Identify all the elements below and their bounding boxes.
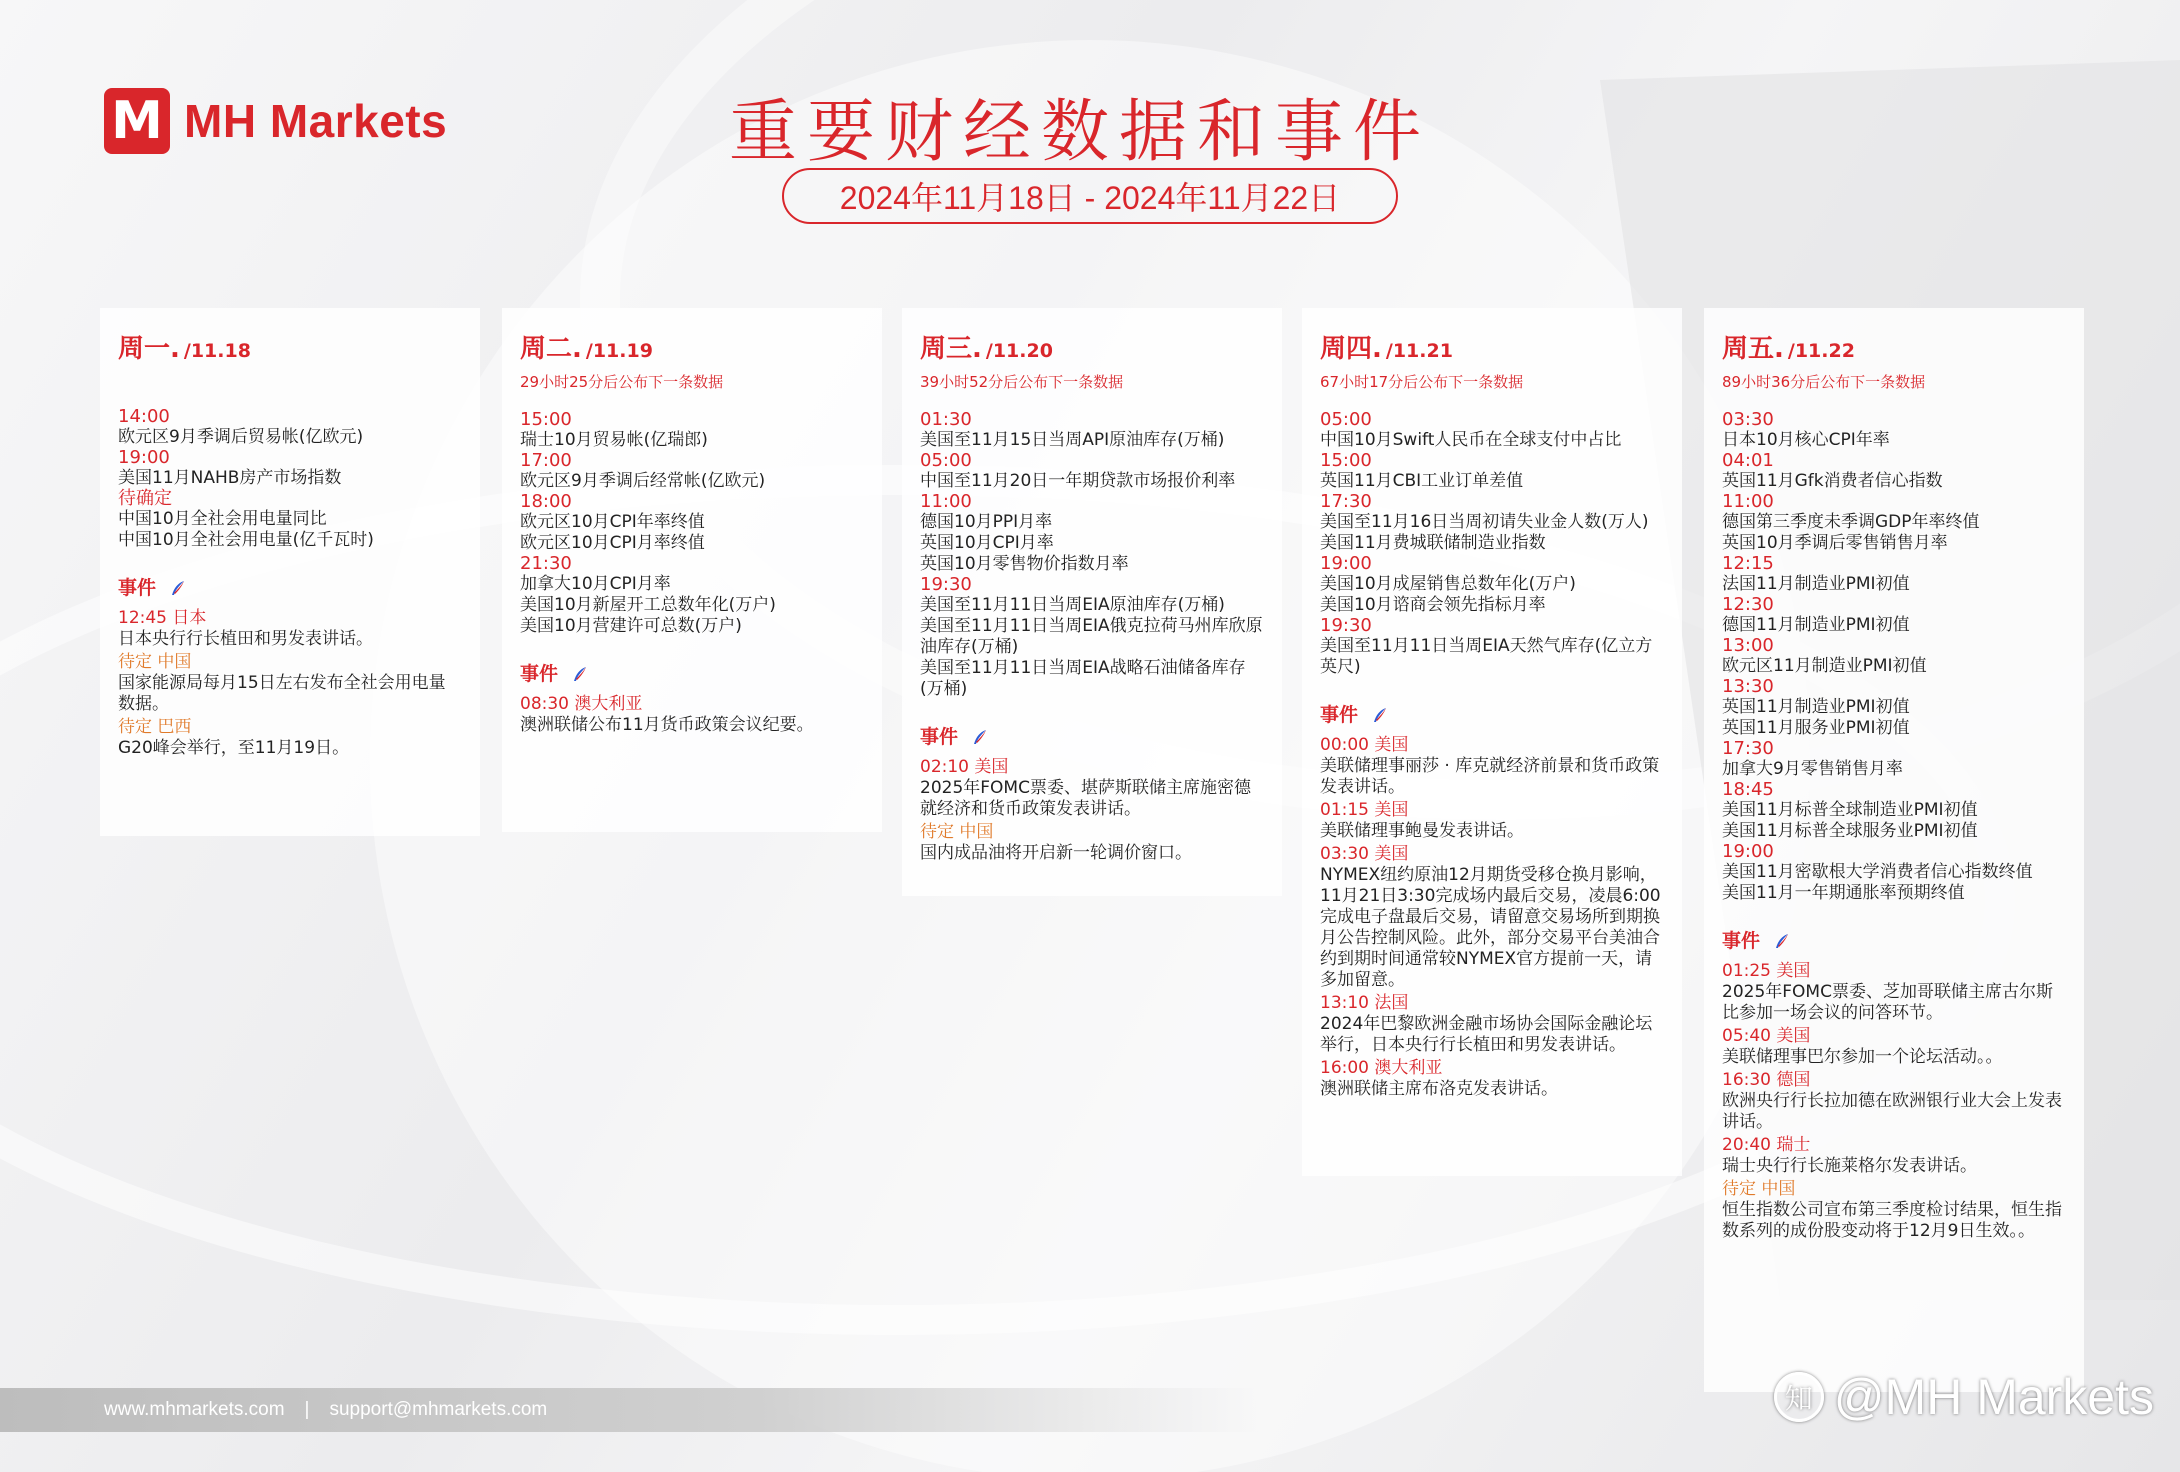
event-meta: 01:25 美国 — [1722, 961, 1811, 981]
day-column — [502, 308, 882, 832]
watermark-text: @MH Markets — [1833, 1369, 2154, 1425]
footer-website[interactable]: www.mhmarkets.com — [104, 1399, 285, 1420]
day-column — [1302, 308, 1682, 1176]
release-time: 18:45 — [1722, 779, 1774, 800]
data-item: 美国10月新屋开工总数年化(万户) — [520, 595, 776, 615]
footer-separator: | — [304, 1399, 310, 1420]
event-text: 美联储理事巴尔参加一个论坛活动。。 — [1722, 1047, 2003, 1067]
data-item: 美国10月成屋销售总数年化(万户) — [1320, 574, 1576, 594]
events-heading — [118, 573, 462, 600]
release-time: 19:00 — [1722, 841, 1774, 862]
event-text: 瑞士央行行长施莱格尔发表讲话。 — [1722, 1156, 1977, 1176]
data-item: 美国至11月11日当周EIA原油库存(万桶) — [920, 595, 1225, 615]
event-meta: 待定 中国 — [920, 822, 994, 842]
day-label: 周三. — [920, 334, 982, 364]
data-item: 中国10月全社会用电量(亿千瓦时) — [118, 530, 374, 550]
data-item: 日本10月核心CPI年率 — [1722, 430, 1890, 450]
feather-icon — [1372, 706, 1388, 722]
data-item: 英国11月制造业PMI初值 — [1722, 697, 1910, 717]
release-time: 11:00 — [1722, 491, 1774, 512]
release-time: 05:00 — [1320, 409, 1372, 430]
day-date: /11.22 — [1787, 340, 1855, 362]
event-meta: 20:40 瑞士 — [1722, 1135, 1811, 1155]
countdown-text: 29小时25分后公布下一条数据 — [520, 373, 724, 391]
events-label: 事件 — [1320, 704, 1359, 726]
release-time: 17:30 — [1722, 738, 1774, 759]
event-meta: 16:00 澳大利亚 — [1320, 1058, 1443, 1078]
day-heading — [118, 328, 462, 365]
data-item: 欧元区9月季调后贸易帐(亿欧元) — [118, 427, 364, 447]
release-time: 19:00 — [1320, 553, 1372, 574]
data-item: 欧元区9月季调后经常帐(亿欧元) — [520, 471, 766, 491]
event-meta: 00:00 美国 — [1320, 735, 1409, 755]
data-item: 中国10月Swift人民币在全球支付中占比 — [1320, 430, 1622, 450]
release-time: 待确定 — [118, 488, 172, 509]
data-item: 瑞士10月贸易帐(亿瑞郎) — [520, 430, 708, 450]
countdown-text: 67小时17分后公布下一条数据 — [1320, 373, 1524, 391]
release-time: 21:30 — [520, 553, 572, 574]
release-time: 13:30 — [1722, 676, 1774, 697]
zhihu-icon: 知 — [1774, 1372, 1824, 1422]
release-time: 14:00 — [118, 406, 170, 427]
event-text: 澳洲联储主席布洛克发表讲话。 — [1320, 1079, 1558, 1099]
release-time: 05:00 — [920, 450, 972, 471]
event-meta: 13:10 法国 — [1320, 993, 1409, 1013]
day-column — [100, 308, 480, 836]
events-heading — [1722, 926, 2066, 953]
event-text: 2025年FOMC票委、堪萨斯联储主席施密德就经济和货币政策发表讲话。 — [920, 778, 1251, 819]
release-time: 12:30 — [1722, 594, 1774, 615]
countdown-text: 89小时36分后公布下一条数据 — [1722, 373, 1926, 391]
event-text: 美联储理事鲍曼发表讲话。 — [1320, 821, 1524, 841]
event-meta: 05:40 美国 — [1722, 1026, 1811, 1046]
footer-email[interactable]: support@mhmarkets.com — [329, 1399, 548, 1420]
data-item: 美国11月一年期通胀率预期终值 — [1722, 883, 1965, 903]
day-heading — [520, 328, 864, 365]
release-time: 19:30 — [920, 574, 972, 595]
release-time: 03:30 — [1722, 409, 1774, 430]
release-time: 15:00 — [1320, 450, 1372, 471]
data-item: 英国10月季调后零售销售月率 — [1722, 533, 1948, 553]
events-heading — [920, 722, 1264, 749]
event-text: 欧洲央行行长拉加德在欧洲银行业大会上发表讲话。 — [1722, 1091, 2062, 1132]
data-item: 欧元区11月制造业PMI初值 — [1722, 656, 1927, 676]
data-item: 美国至11月11日当周EIA战略石油储备库存(万桶) — [920, 658, 1246, 699]
day-heading — [1320, 328, 1664, 365]
feather-icon — [1774, 932, 1790, 948]
event-meta: 待定 巴西 — [118, 717, 192, 737]
day-label: 周五. — [1722, 334, 1784, 364]
day-heading — [1722, 328, 2066, 365]
footer-bar — [0, 1388, 1260, 1432]
release-time: 19:30 — [1320, 615, 1372, 636]
day-heading — [920, 328, 1264, 365]
release-time: 18:00 — [520, 491, 572, 512]
event-text: NYMEX纽约原油12月期货受移仓换月影响，11月21日3:30完成场内最后交易，凌晨6:00完成电子盘最后交易，请留意交易场所到期换月公告控制风险。此外，部分交易平台美油合约到期时间通常较NYMEX官方提前一天，请多加留意。 — [1320, 865, 1661, 990]
data-item: 英国11月CBI工业订单差值 — [1320, 471, 1524, 491]
event-text: 国内成品油将开启新一轮调价窗口。 — [920, 843, 1192, 863]
countdown-text — [118, 371, 462, 389]
release-time: 01:30 — [920, 409, 972, 430]
release-time: 17:00 — [520, 450, 572, 471]
release-time: 12:15 — [1722, 553, 1774, 574]
event-meta: 02:10 美国 — [920, 757, 1009, 777]
event-meta: 03:30 美国 — [1320, 844, 1409, 864]
logo-mark-icon: M — [104, 88, 170, 154]
day-label: 周四. — [1320, 334, 1382, 364]
day-label: 周一. — [118, 334, 180, 364]
day-date: /11.18 — [183, 340, 251, 362]
event-meta: 16:30 德国 — [1722, 1070, 1811, 1090]
data-item: 美国11月费城联储制造业指数 — [1320, 533, 1546, 553]
events-heading — [520, 659, 864, 686]
data-item: 英国11月Gfk消费者信心指数 — [1722, 471, 1943, 491]
data-item: 加拿大10月CPI月率 — [520, 574, 671, 594]
event-text: 美联储理事丽莎 · 库克就经济前景和货币政策发表讲话。 — [1320, 756, 1660, 797]
data-item: 美国至11月11日当周EIA天然气库存(亿立方英尺) — [1320, 636, 1653, 677]
data-item: 美国11月标普全球服务业PMI初值 — [1722, 821, 1978, 841]
data-item: 英国10月CPI月率 — [920, 533, 1054, 553]
release-time: 11:00 — [920, 491, 972, 512]
event-text: 澳洲联储公布11月货币政策会议纪要。 — [520, 715, 814, 735]
data-item: 英国10月零售物价指数月率 — [920, 554, 1129, 574]
data-item: 欧元区10月CPI年率终值 — [520, 512, 705, 532]
release-time: 15:00 — [520, 409, 572, 430]
feather-icon — [170, 579, 186, 595]
event-text: 2024年巴黎欧洲金融市场协会国际金融论坛举行，日本央行行长植田和男发表讲话。 — [1320, 1014, 1653, 1055]
events-label: 事件 — [920, 726, 959, 748]
data-item: 德国10月PPI月率 — [920, 512, 1053, 532]
data-item: 美国至11月15日当周API原油库存(万桶) — [920, 430, 1225, 450]
day-label: 周二. — [520, 334, 582, 364]
event-meta: 待定 中国 — [118, 652, 192, 672]
event-text: 日本央行行长植田和男发表讲话。 — [118, 629, 373, 649]
page-title: 重要财经数据和事件 — [728, 93, 1431, 172]
event-text: 恒生指数公司宣布第三季度检讨结果，恒生指数系列的成份股变动将于12月9日生效。。 — [1722, 1200, 2062, 1241]
feather-icon — [972, 728, 988, 744]
event-meta: 待定 中国 — [1722, 1179, 1796, 1199]
event-meta: 01:15 美国 — [1320, 800, 1409, 820]
data-item: 欧元区10月CPI月率终值 — [520, 533, 705, 553]
watermark — [1774, 1368, 2154, 1426]
event-meta: 08:30 澳大利亚 — [520, 694, 643, 714]
data-item: 中国至11月20日一年期贷款市场报价利率 — [920, 471, 1236, 491]
data-item: 德国11月制造业PMI初值 — [1722, 615, 1910, 635]
countdown-text: 39小时52分后公布下一条数据 — [920, 373, 1124, 391]
data-item: 加拿大9月零售销售月率 — [1722, 759, 1903, 779]
data-item: 英国11月服务业PMI初值 — [1722, 718, 1910, 738]
day-date: /11.19 — [585, 340, 653, 362]
release-time: 04:01 — [1722, 450, 1774, 471]
data-item: 法国11月制造业PMI初值 — [1722, 574, 1910, 594]
data-item: 美国10月营建许可总数(万户) — [520, 616, 742, 636]
data-item: 德国第三季度未季调GDP年率终值 — [1722, 512, 1980, 532]
data-item: 美国10月谘商会领先指标月率 — [1320, 595, 1546, 615]
events-label: 事件 — [118, 577, 157, 599]
data-item: 美国至11月16日当周初请失业金人数(万人) — [1320, 512, 1649, 532]
events-label: 事件 — [520, 663, 559, 685]
brand-name: MH Markets — [184, 95, 448, 147]
events-label: 事件 — [1722, 930, 1761, 952]
release-time: 17:30 — [1320, 491, 1372, 512]
events-heading — [1320, 700, 1664, 727]
data-item: 美国11月标普全球制造业PMI初值 — [1722, 800, 1978, 820]
event-text: G20峰会举行，至11月19日。 — [118, 738, 350, 758]
day-column — [902, 308, 1282, 896]
day-date: /11.21 — [1385, 340, 1453, 362]
event-text: 2025年FOMC票委、芝加哥联储主席古尔斯比参加一场会议的问答环节。 — [1722, 982, 2053, 1023]
brand-logo — [104, 88, 447, 154]
event-meta: 12:45 日本 — [118, 608, 207, 628]
data-item: 美国11月密歇根大学消费者信心指数终值 — [1722, 862, 2033, 882]
release-time: 19:00 — [118, 447, 170, 468]
day-column — [1704, 308, 2084, 1392]
date-range-badge: 2024年11月18日 - 2024年11月22日 — [782, 168, 1398, 224]
feather-icon — [572, 665, 588, 681]
event-text: 国家能源局每月15日左右发布全社会用电量数据。 — [118, 673, 446, 714]
day-date: /11.20 — [985, 340, 1053, 362]
release-time: 13:00 — [1722, 635, 1774, 656]
data-item: 中国10月全社会用电量同比 — [118, 509, 327, 529]
data-item: 美国至11月11日当周EIA俄克拉荷马州库欣原油库存(万桶) — [920, 616, 1263, 657]
data-item: 美国11月NAHB房产市场指数 — [118, 468, 342, 488]
